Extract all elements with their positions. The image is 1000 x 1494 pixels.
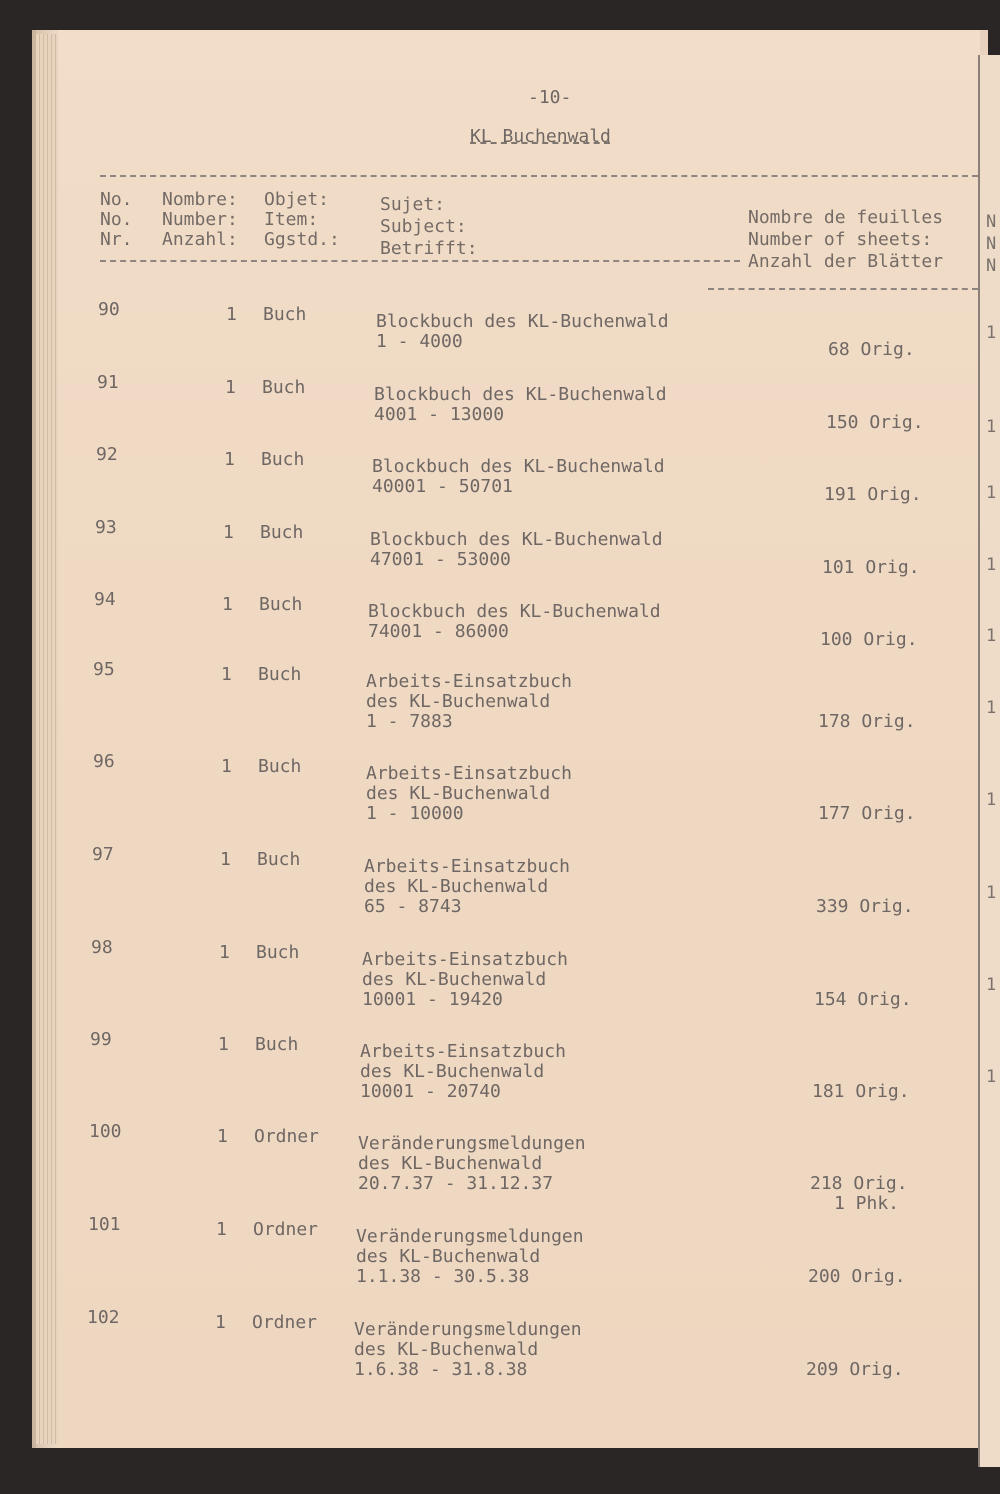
row-number: 101 [88, 1214, 121, 1235]
adjacent-page-fragment: 1 [986, 555, 997, 575]
row-number: 100 [89, 1121, 122, 1142]
row-subject-line: Veränderungsmeldungen [354, 1319, 582, 1340]
row-number: 91 [97, 372, 119, 393]
row-number: 102 [87, 1307, 120, 1328]
row-subject-line: des KL-Buchenwald [362, 969, 547, 990]
row-subject-line: Blockbuch des KL-Buchenwald [370, 529, 663, 550]
header-no-en: No. [100, 209, 133, 230]
page-title: KL Buchenwald [470, 126, 611, 147]
row-item-type: Buch [258, 664, 302, 685]
row-item-type: Buch [262, 377, 306, 398]
row-sheet-count: 209 Orig. [806, 1359, 904, 1380]
row-subject-line: 1.6.38 - 31.8.38 [354, 1359, 528, 1380]
row-number: 99 [90, 1029, 112, 1050]
row-subject-line: Arbeits-Einsatzbuch [364, 856, 570, 877]
row-subject-line: 40001 - 50701 [372, 476, 513, 497]
adjacent-page-fragment: 1 [986, 483, 997, 503]
row-sheet-count: 150 Orig. [826, 412, 924, 433]
row-quantity: 1 [218, 1034, 229, 1055]
row-subject-line: Veränderungsmeldungen [356, 1226, 584, 1247]
row-quantity: 1 [219, 942, 230, 963]
row-item-type: Buch [261, 449, 305, 470]
row-subject-line: 4001 - 13000 [374, 404, 505, 425]
row-sheet-count: 200 Orig. [808, 1266, 906, 1287]
row-subject-line: 1 - 10000 [366, 803, 464, 824]
adjacent-page-fragment: 1 [986, 790, 997, 810]
row-subject-line: 20.7.37 - 31.12.37 [358, 1173, 554, 1194]
header-item-de: Ggstd.: [264, 229, 340, 250]
row-number: 97 [92, 844, 114, 865]
row-sheet-count: 68 Orig. [828, 339, 915, 360]
row-subject-line: 10001 - 19420 [362, 989, 503, 1010]
row-number: 94 [94, 589, 116, 610]
page-edges [36, 34, 60, 1444]
row-item-type: Buch [260, 522, 304, 543]
header-sheets-de: Anzahl der Blätter [748, 251, 944, 272]
adjacent-page-fragment: 1 [986, 883, 997, 903]
header-count-fr: Nombre: [162, 189, 238, 210]
row-subject-line: Arbeits-Einsatzbuch [366, 763, 572, 784]
row-subject-line: 65 - 8743 [364, 896, 462, 917]
header-item-fr: Objet: [264, 189, 330, 210]
header-top-rule [100, 175, 978, 177]
header-bottom-rule-right [708, 288, 978, 290]
row-quantity: 1 [221, 664, 232, 685]
row-subject-line: des KL-Buchenwald [356, 1246, 541, 1267]
adjacent-page-fragment: N [986, 212, 997, 232]
row-number: 96 [93, 751, 115, 772]
row-quantity: 1 [222, 594, 233, 615]
row-quantity: 1 [223, 522, 234, 543]
row-sheet-count: 191 Orig. [824, 484, 922, 505]
adjacent-page-fragment: 1 [986, 417, 997, 437]
header-count-en: Number: [162, 209, 238, 230]
row-sheet-count: 339 Orig. [816, 896, 914, 917]
adjacent-page-fragment: 1 [986, 626, 997, 646]
header-subject-de: Betrifft: [380, 238, 478, 259]
row-item-type: Buch [256, 942, 300, 963]
row-subject-line: 1.1.38 - 30.5.38 [356, 1266, 530, 1287]
row-quantity: 1 [226, 304, 237, 325]
row-sheet-count: 1 Phk. [834, 1193, 900, 1214]
row-subject-line: des KL-Buchenwald [366, 783, 551, 804]
row-subject-line: Blockbuch des KL-Buchenwald [374, 384, 667, 405]
row-quantity: 1 [215, 1312, 226, 1333]
header-subject-en: Subject: [380, 216, 467, 237]
row-item-type: Buch [255, 1034, 299, 1055]
row-subject-line: Blockbuch des KL-Buchenwald [376, 311, 669, 332]
header-item-en: Item: [264, 209, 319, 230]
row-subject-line: des KL-Buchenwald [358, 1153, 543, 1174]
row-subject-line: 47001 - 53000 [370, 549, 511, 570]
adjacent-page-fragment: N [986, 234, 997, 254]
row-sheet-count: 101 Orig. [822, 557, 920, 578]
row-quantity: 1 [221, 756, 232, 777]
row-sheet-count: 100 Orig. [820, 629, 918, 650]
page-number: -10- [528, 87, 572, 108]
row-quantity: 1 [224, 449, 235, 470]
row-sheet-count: 177 Orig. [818, 803, 916, 824]
row-item-type: Buch [259, 594, 303, 615]
row-item-type: Buch [258, 756, 302, 777]
row-quantity: 1 [225, 377, 236, 398]
row-item-type: Ordner [252, 1312, 318, 1333]
row-subject-line: 10001 - 20740 [360, 1081, 501, 1102]
row-item-type: Ordner [253, 1219, 319, 1240]
header-no-de: Nr. [100, 229, 133, 250]
row-sheet-count: 154 Orig. [814, 989, 912, 1010]
row-subject-line: des KL-Buchenwald [360, 1061, 545, 1082]
row-subject-line: des KL-Buchenwald [366, 691, 551, 712]
row-number: 92 [96, 444, 118, 465]
header-sheets-fr: Nombre de feuilles [748, 207, 944, 228]
header-bottom-rule [100, 260, 740, 262]
row-subject-line: Blockbuch des KL-Buchenwald [368, 601, 661, 622]
row-sheet-count: 218 Orig. [810, 1173, 908, 1194]
row-subject-line: 1 - 7883 [366, 711, 453, 732]
adjacent-page-edge [978, 55, 1000, 1467]
header-count-de: Anzahl: [162, 229, 238, 250]
row-item-type: Buch [263, 304, 307, 325]
row-quantity: 1 [217, 1126, 228, 1147]
row-item-type: Ordner [254, 1126, 320, 1147]
header-sheets-en: Number of sheets: [748, 229, 933, 250]
adjacent-page-fragment: 1 [986, 975, 997, 995]
adjacent-page-fragment: 1 [986, 323, 997, 343]
document-page [58, 30, 980, 1448]
row-number: 98 [91, 937, 113, 958]
row-item-type: Buch [257, 849, 301, 870]
row-subject-line: 1 - 4000 [376, 331, 463, 352]
row-sheet-count: 178 Orig. [818, 711, 916, 732]
row-subject-line: Veränderungsmeldungen [358, 1133, 586, 1154]
row-subject-line: des KL-Buchenwald [354, 1339, 539, 1360]
row-number: 95 [93, 659, 115, 680]
row-quantity: 1 [220, 849, 231, 870]
row-number: 90 [98, 299, 120, 320]
row-number: 93 [95, 517, 117, 538]
row-subject-line: des KL-Buchenwald [364, 876, 549, 897]
adjacent-page-fragment: 1 [986, 1067, 997, 1087]
row-subject-line: Arbeits-Einsatzbuch [366, 671, 572, 692]
header-no-fr: No. [100, 189, 133, 210]
row-subject-line: Arbeits-Einsatzbuch [360, 1041, 566, 1062]
row-subject-line: Arbeits-Einsatzbuch [362, 949, 568, 970]
row-subject-line: 74001 - 86000 [368, 621, 509, 642]
row-subject-line: Blockbuch des KL-Buchenwald [372, 456, 665, 477]
adjacent-page-fragment: 1 [986, 698, 997, 718]
header-subject-fr: Sujet: [380, 194, 446, 215]
adjacent-page-fragment: N [986, 256, 997, 276]
row-quantity: 1 [216, 1219, 227, 1240]
row-sheet-count: 181 Orig. [812, 1081, 910, 1102]
